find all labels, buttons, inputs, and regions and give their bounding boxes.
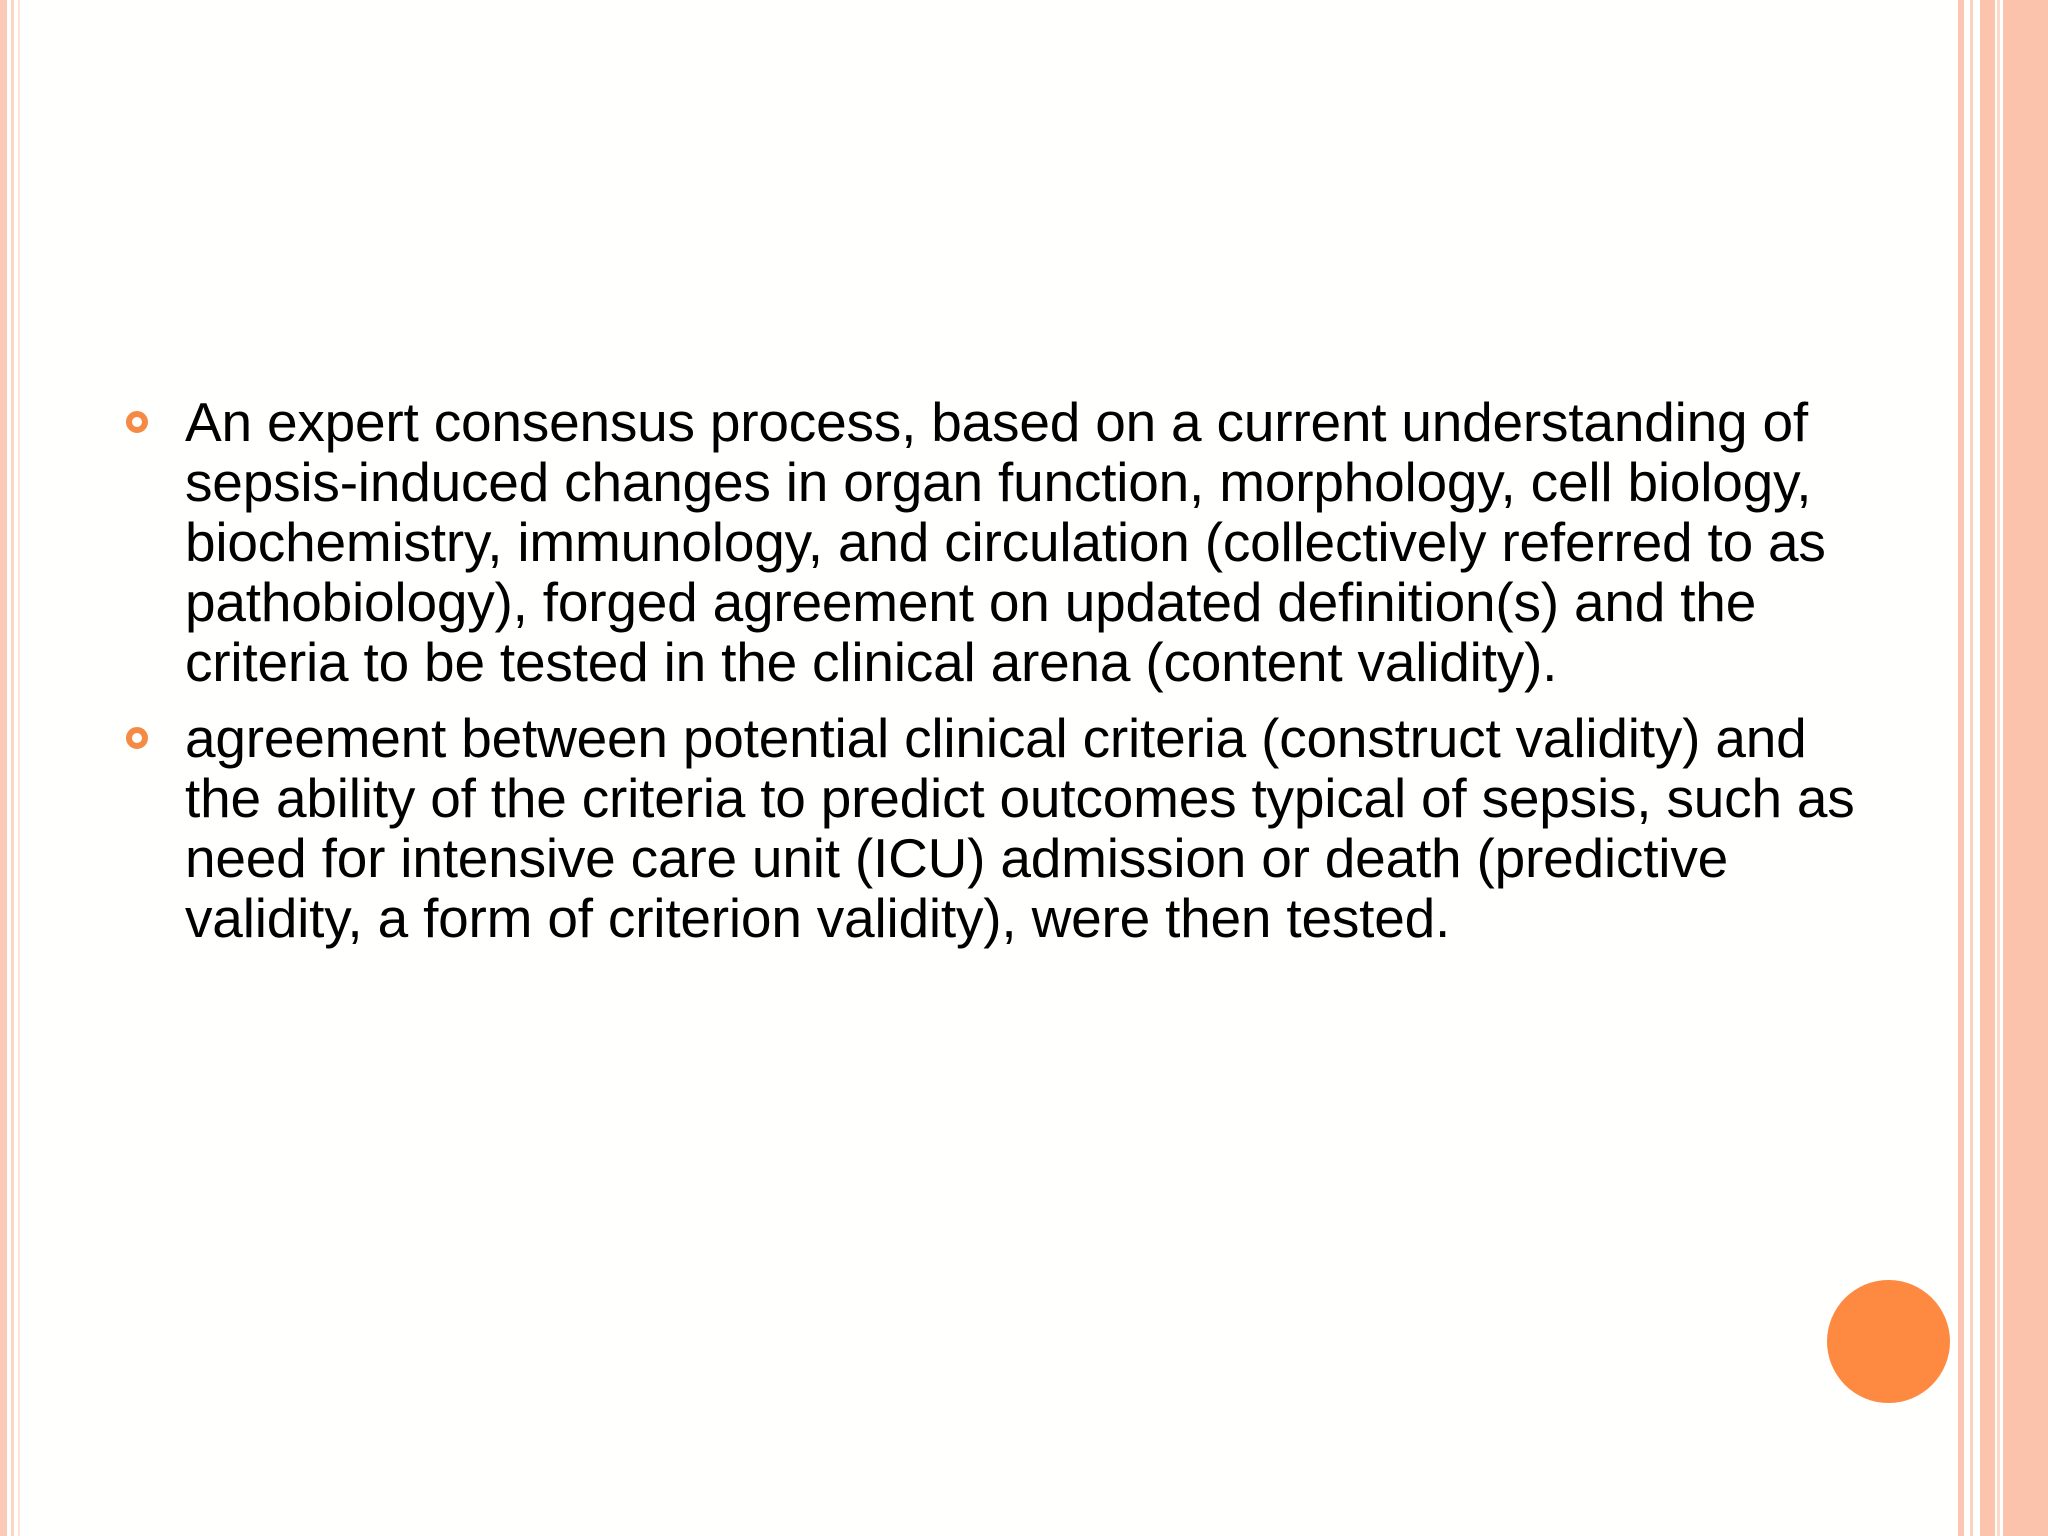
left-border-line bbox=[0, 0, 7, 1536]
left-border-line bbox=[18, 0, 20, 1536]
bullet-item bbox=[126, 392, 1866, 692]
bullet-text: agreement between potential clinical criteria (construct validity) and the ability of the criteria to predict outcomes typical of sepsis, such as need for intensive care unit (ICU) admission or death (predictive validity, a form of criterion validity), were then tested. bbox=[185, 707, 1855, 949]
bullet-text: An expert consensus process, based on a current understanding of sepsis-induced changes in organ function, morphology, cell biology, biochemistry, immunology, and circulation (collectively referred to as pathobiology), forged agreement on updated definition(s) and the criteria to be tested in the clinical arena (content validity). bbox=[185, 391, 1826, 693]
left-border-line bbox=[11, 0, 14, 1536]
right-border-line bbox=[1997, 0, 2000, 1536]
decorative-circle-icon bbox=[1827, 1280, 1950, 1403]
hollow-circle-bullet-icon bbox=[126, 727, 148, 749]
right-border-band bbox=[2003, 0, 2048, 1536]
right-border-line bbox=[1958, 0, 1964, 1536]
right-border-line bbox=[1970, 0, 1973, 1536]
hollow-circle-bullet-icon bbox=[126, 411, 148, 433]
bullet-item bbox=[126, 708, 1866, 948]
slide-body bbox=[126, 392, 1866, 964]
right-border-band bbox=[1980, 0, 1995, 1536]
